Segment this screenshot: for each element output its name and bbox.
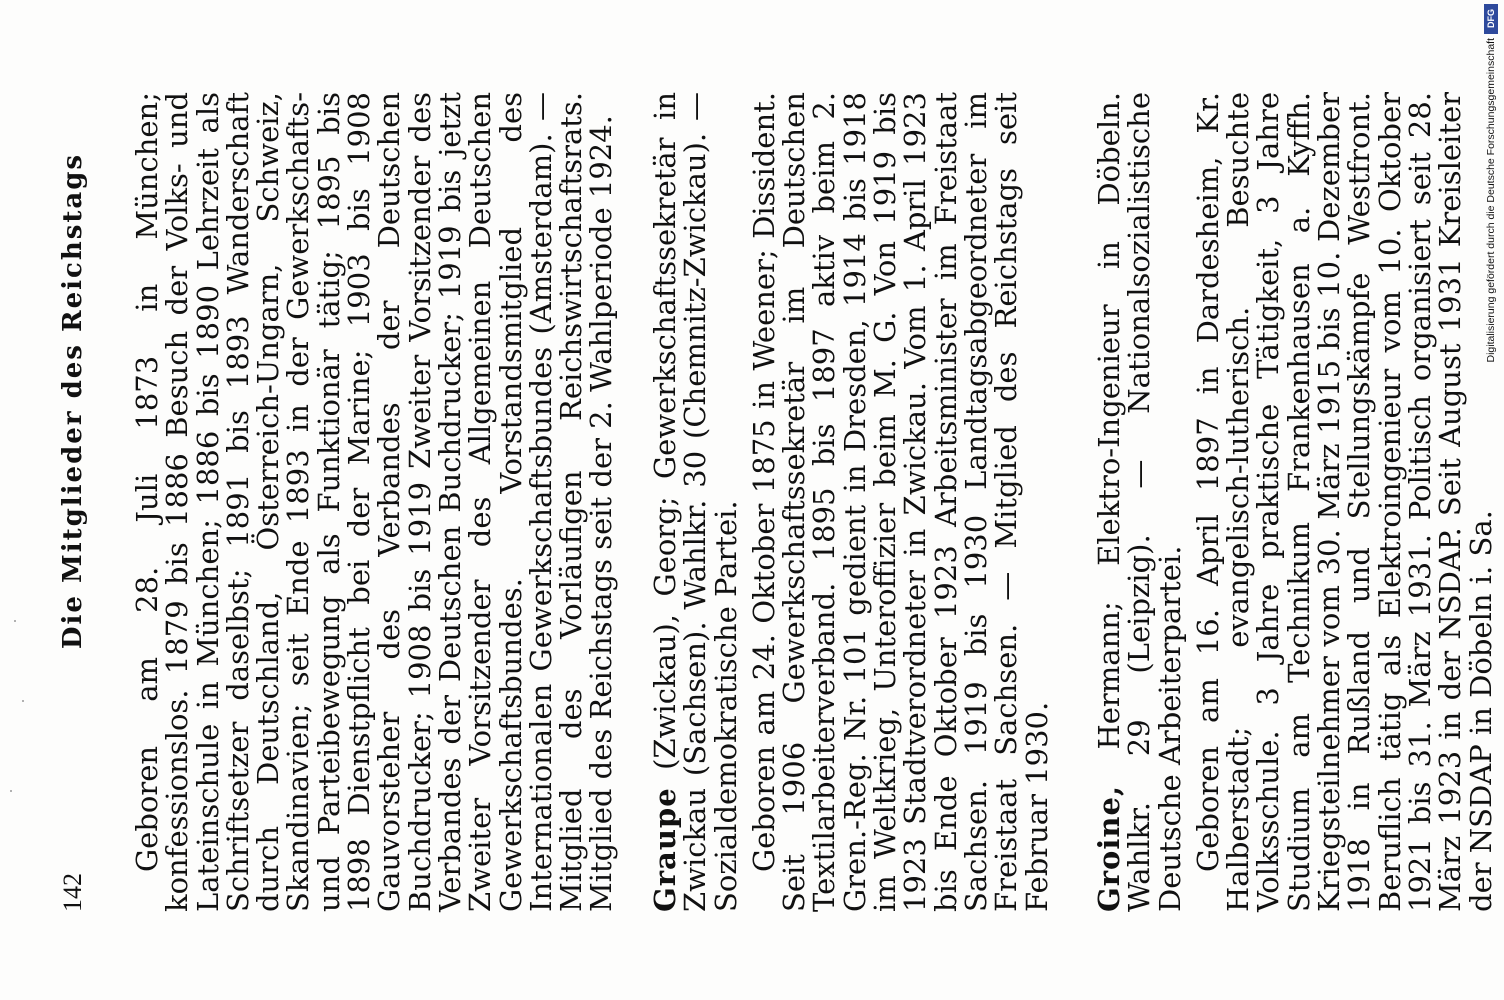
dfg-logo-icon: DFG	[1484, 4, 1498, 34]
scan-speck	[14, 620, 16, 622]
member-details: (Zwickau), Georg; Gewerkschaftssekretär in Zwickau (Sachsen). Wahlkr. 30 (Chemnitz-Zwickau). — Sozialdemokratische Partei.	[648, 92, 743, 912]
scan-speck	[10, 790, 12, 792]
biography-text: Geboren am 28. Juli 1873 in München; konfessionslos. 1879 bis 1886 Besuch der Volks- und Lateinschule in München; 1886 bis 1890 Lehrzeit als Schriftsetzer daselbst; 1891 bis 1893 Wanderschaft durch Deutschland, Österreich-Ungarn, Schweiz, Skandinavien; seit Ende 1893 in der Gewerkschafts- und Parteibewegung als Funktionär tätig; 1895 bis 1898 Dienstpflicht bei der Marine; 1903 bis 1908 Gauvorsteher des Verbandes der Deutschen Buchdrucker; 1908 bis 1919 Zweiter Vorsitzender des Verbandes der Deutschen Buchdrucker; 1919 bis jetzt Zweiter Vorsitzender des Allgemeinen Deutschen Gewerkschaftsbundes. Vorstandsmitglied des Internationalen Gewerkschaftsbundes (Amsterdam). — Mitglied des Vorläufigen Reichswirtschaftsrats. Mitglied des Reichstags seit der 2. Wahlperiode 1924.	[130, 92, 619, 912]
member-details: Hermann; Elektro-Ingenieur in Döbeln. Wahlkr. 29 (Leipzig). — Nationalsozialistische Deutsche Arbeiterpartei.	[1092, 92, 1187, 912]
running-head: Die Mitglieder des Reichstags	[58, 152, 88, 650]
page-header	[58, 90, 98, 912]
entry-headline	[650, 92, 741, 912]
digitization-credit	[1484, 4, 1498, 664]
biography-text: Geboren am 24. Oktober 1875 in Weener; Dissident. Seit 1906 Gewerkschaftssekretär im Deutschen Textilarbeiterverband. 1895 bis 1897 aktiv beim 2. Gren.-Reg. Nr. 101 gedient in Dresden, 1914 bis 1918 im Weltkrieg, Unteroffizier beim M. G. Von 1919 bis 1923 Stadtverordneter in Zwickau. Vom 1. April 1923 bis Ende Oktober 1923 Arbeitsminister im Freistaat Sachsen. 1919 bis 1930 Landtagsabgeordneter im Freistaat Sachsen. — Mitglied des Reichstags seit Februar 1930.	[746, 92, 1054, 912]
credit-text: Digitalisierung gefördert durch die Deutsche Forschungsgemeinschaft	[1485, 38, 1497, 363]
biography-entry	[132, 92, 617, 912]
biography-text: Geboren am 16. April 1897 in Dardesheim, Kr. Halberstadt; evangelisch-lutherisch. Besuchte Volksschule. 3 Jahre praktische Tätigkeit, 3 Jahre Studium am Technikum Frankenhausen a. Kyffh. Kriegsteilnehmer vom 30. März 1915 bis 10. Dezember 1918 in Rußland und Stellungskämpfe Westfront. Beruflich tätig als Elektroingenieur vom 10. Oktober 1921 bis 31. März 1931. Politisch organisiert seit 28. März 1923 in der NSDAP. Seit August 1931 Kreisleiter der NSDAP in Döbeln i. Sa.	[1190, 92, 1498, 912]
member-name: Graupe	[648, 787, 682, 912]
biography-entry	[650, 92, 1052, 912]
scan-speck	[22, 700, 24, 702]
member-name: Groine,	[1092, 784, 1126, 912]
biography-entry	[1094, 92, 1496, 912]
page-number: 142	[58, 873, 87, 912]
entry-headline	[1094, 92, 1185, 912]
